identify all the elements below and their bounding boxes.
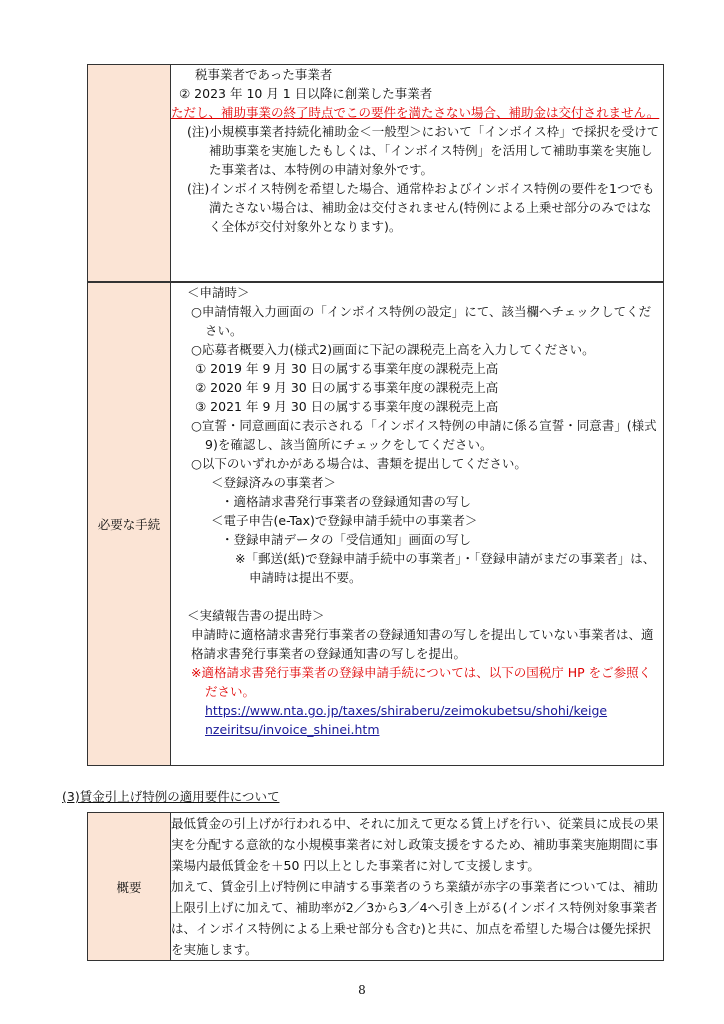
continued-requirements-table xyxy=(87,64,664,282)
proc-item-1: ○申請情報入力画面の「インボイス特例の設定」にて、該当欄へチェックしてください。 xyxy=(191,304,652,338)
registered-doc: ・適格請求書発行事業者の登録通知書の写し xyxy=(221,494,472,509)
sales-year-2: ② 2020 年 9 月 30 日の属する事業年度の課税売上高 xyxy=(195,380,499,395)
overview-paragraph-1: 最低賃金の引上げが行われる中、それに加えて更なる賃上げを行い、従業員に成長の果実を分配する意欲的な小規模事業者に対し政策支援をするため、補助事業実施期間に事業場内最低賃金を＋50 円以上とした事業者に対して支援します。 xyxy=(171,816,659,873)
nta-link[interactable]: https://www.nta.go.jp/taxes/shiraberu/zeimokubetsu/shohi/keige xyxy=(205,703,608,718)
red-warning: ただし、補助事業の終了時点でこの要件を満たさない場合、補助金は交付されません。 xyxy=(171,105,660,120)
procedures-row xyxy=(88,283,664,766)
cont-line-2: ② 2023 年 10 月 1 日以降に創業した事業者 xyxy=(179,86,433,101)
sales-year-1: ① 2019 年 9 月 30 日の属する事業年度の課税売上高 xyxy=(195,361,499,376)
nta-note: ※適格請求書発行事業者の登録申請手続については、以下の国税庁 HP をご参照ください。 xyxy=(191,665,652,699)
registered-heading: ＜登録済みの事業者＞ xyxy=(211,475,337,490)
cont-line-1: 税事業者であった事業者 xyxy=(195,67,333,82)
note-1: (注)小規模事業者持続化補助金＜一般型＞において「インボイス枠」で採択を受けて補助事業を実施したもしくは、「インボイス特例」を活用して補助事業を実施した事業者は、本特例の申請対象外です。 xyxy=(187,124,660,177)
overview-label: 概要 xyxy=(88,813,171,961)
report-item-1: 申請時に適格請求書発行事業者の登録通知書の写しを提出していない事業者は、適格請求書発行事業者の登録通知書の写しを提出。 xyxy=(191,627,654,661)
sales-year-3: ③ 2021 年 9 月 30 日の属する事業年度の課税売上高 xyxy=(195,399,499,414)
proc-item-2: ○応募者概要入力(様式2)画面に下記の課税売上高を入力してください。 xyxy=(191,342,595,357)
overview-table xyxy=(87,812,664,961)
etax-doc: ・登録申請データの「受信通知」画面の写し xyxy=(221,532,472,547)
report-heading: ＜実績報告書の提出時＞ xyxy=(187,608,325,623)
continued-row-label xyxy=(88,65,171,282)
page-number: 8 xyxy=(358,983,366,997)
continued-row xyxy=(88,65,664,282)
overview-paragraph-2: 加えて、賃金引上げ特例に申請する事業者のうち業績が赤字の事業者については、補助上限引上げに加えて、補助率が2／3から3／4へ引き上がる(インボイス特例対象事業者は、インボイス特例による上乗せ部分も含む)と共に、加点を希望した場合は優先採択を実施します。 xyxy=(171,879,659,957)
at-application-heading: ＜申請時＞ xyxy=(187,285,250,300)
section-3-heading: (3)賃金引上げ特例の適用要件について xyxy=(62,789,280,804)
etax-heading: ＜電子申告(e-Tax)で登録申請手続中の事業者＞ xyxy=(211,513,478,528)
etax-note: ※「郵送(紙)で登録申請手続中の事業者」・「登録申請がまだの事業者」は、申請時は提出不要。 xyxy=(235,551,656,585)
overview-body xyxy=(171,813,664,961)
nta-link-continued[interactable]: nzeiritsu/invoice_shinei.htm xyxy=(205,722,380,737)
overview-row xyxy=(88,813,664,961)
proc-item-4: ○以下のいずれかがある場合は、書類を提出してください。 xyxy=(191,456,527,471)
proc-item-3: ○宣誓・同意画面に表示される「インボイス特例の申請に係る宣誓・同意書」(様式9)を確認し、該当箇所にチェックをしてください。 xyxy=(191,418,657,452)
procedures-body xyxy=(171,283,664,766)
procedures-table xyxy=(87,282,664,766)
continued-row-body xyxy=(171,65,664,282)
note-2: (注)インボイス特例を希望した場合、通常枠およびインボイス特例の要件を1つでも満たさない場合は、補助金は交付されません(特例による上乗せ部分のみではなく全体が交付対象外となります)。 xyxy=(187,181,655,234)
procedures-label: 必要な手続 xyxy=(88,283,171,766)
